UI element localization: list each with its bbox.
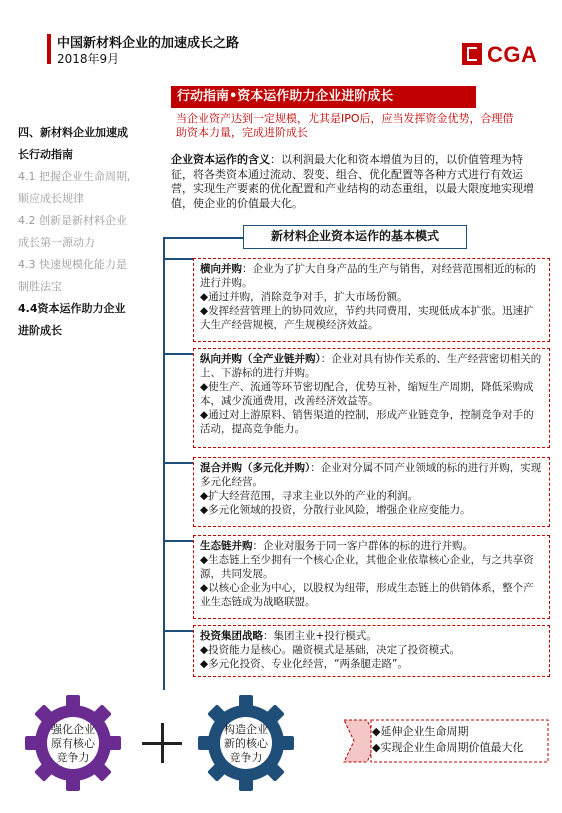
cga-logo-text: CGA: [487, 42, 538, 67]
mode-head: 纵向并购（全产业链并购）: [200, 353, 321, 365]
mode-bullet: ◆通过并购，消除竞争对手，扩大市场份额。: [200, 291, 408, 303]
gear-label-line: 竞争力: [229, 751, 263, 764]
cga-logo: [462, 43, 542, 67]
mode-bullet: ◆通过对上游原料、销售渠道的控制，形成产业链竞争，控制竞争对手的活动，提高竞争能力。: [200, 409, 534, 435]
modes-title: 新材料企业资本运作的基本模式: [243, 225, 467, 249]
plus-icon: [142, 723, 182, 763]
mode-bullet: ◆以核心企业为中心，以股权为纽带，形成生态链上的供销体系，整个产业生态链成为战略联盟。: [200, 582, 534, 608]
sidebar-item-4-3[interactable]: [18, 254, 166, 298]
mode-bullet: ◆投资能力是核心。融资模式是基础，决定了投资模式。: [200, 644, 461, 656]
gear-strengthen-core: [22, 692, 124, 794]
mode-bullet: ◆多元化投资、专业化经营，“两条腿走路”。: [200, 658, 408, 670]
mode-desc: ：企业对服务于同一客户群体的标的进行并购。: [252, 540, 473, 552]
tree-connector-branch: [163, 540, 193, 542]
sidebar-item-label: 4.2 创新是新材料企业: [18, 214, 127, 227]
sidebar-item-label: 4.1 把握企业生命周期,: [18, 170, 131, 183]
result-item: ◆实现企业生命周期价值最大化: [372, 741, 524, 754]
mode-bullet: ◆发挥经营管理上的协同效应，节约共同费用，实现低成本扩张。迅速扩大生产经营规模，产生规模经济效益。: [200, 305, 534, 331]
report-date: 2018年9月: [57, 52, 120, 66]
definition-label: 企业资本运作的含义: [171, 153, 270, 166]
mode-desc: ：企业对具有协作关系的、生产经营密切相关的上、下游标的进行并购。: [200, 353, 542, 379]
sidebar-item-4-2[interactable]: [18, 210, 166, 254]
mode-box-investment-group: [193, 625, 550, 677]
sidebar-item-label: 进阶成长: [18, 324, 62, 337]
mode-box-vertical-merger: [193, 348, 550, 448]
gear-label: [195, 723, 297, 765]
header-accent-bar: [47, 34, 51, 64]
mode-bullet: ◆扩大经营范围，寻求主业以外的产业的利润。: [200, 490, 419, 502]
mode-box-horizontal-merger: [193, 258, 550, 342]
mode-desc: ：企业对分属不同产业领域的标的进行并购，实现多元化经营。: [200, 462, 542, 488]
tree-connector-branch: [163, 237, 243, 239]
mode-head: 横向并购: [200, 263, 242, 275]
result-item: ◆延伸企业生命周期: [372, 725, 469, 738]
sidebar-item-label: 成长第一源动力: [18, 236, 95, 249]
report-title: 中国新材料企业的加速成长之路: [57, 36, 240, 51]
tree-connector: [163, 237, 165, 690]
gear-label: [22, 723, 124, 765]
sidebar-item-label: 4.3 快速规模化能力是: [18, 258, 127, 271]
sidebar-item-4-4[interactable]: [18, 298, 166, 342]
sidebar-item-label: 制胜法宝: [18, 280, 62, 293]
cga-logo-icon: [462, 43, 482, 65]
gear-label-line: 构造企业: [224, 723, 268, 736]
sidebar-section-title: [18, 122, 166, 166]
mode-bullet: ◆生态链上至少拥有一个核心企业，其他企业依靠核心企业，与之共享资源，共同发展。: [200, 554, 534, 580]
sidebar-item-label: 4.4资本运作助力企业: [18, 302, 126, 315]
mode-desc: ：集团主业+投行模式。: [263, 630, 377, 642]
gear-build-new-core: [195, 692, 297, 794]
mode-desc: ：企业为了扩大自身产品的生产与销售，对经营范围相近的标的进行并购。: [200, 263, 536, 289]
tree-connector-branch: [163, 630, 193, 632]
mode-box-mixed-merger: [193, 457, 550, 527]
section-banner: 行动指南•资本运作助力企业进阶成长: [171, 86, 476, 108]
mode-head: 混合并购（多元化并购）: [200, 462, 311, 474]
mode-bullet: ◆多元化领域的投资，分散行业风险，增强企业应变能力。: [200, 504, 471, 516]
mode-box-ecosystem-merger: [193, 535, 550, 619]
definition-text: ：以利润最大化和资本增值为目的，以价值管理为特征，将各类资本通过流动、裂变、组合、优化配置等各种方式进行有效运营，实现生产要素的优化配置和产业结构的动态重组，以最大限度地实现增值，使企业的价值最大化。: [171, 153, 534, 210]
mode-bullet: ◆使生产、流通等环节密切配合，优势互补，缩短生产周期，降低采购成本，减少流通费用，改善经济效益等。: [200, 381, 534, 407]
sidebar-section-title-line2: 长行动指南: [18, 148, 73, 161]
gear-label-line: 竞争力: [56, 751, 90, 764]
result-list: [372, 724, 523, 756]
tree-connector-branch: [163, 462, 193, 464]
sidebar-item-4-1[interactable]: [18, 166, 166, 210]
banner-subtitle: 当企业资产达到一定规模，尤其是IPO后，应当发挥资金优势，合理借助资本力量，完成进阶成长: [176, 112, 514, 139]
tree-connector-branch: [163, 353, 193, 355]
gear-label-line: 原有核心: [51, 737, 95, 750]
mode-head: 投资集团战略: [200, 630, 263, 642]
gear-label-line: 强化企业: [51, 723, 95, 736]
gear-label-line: 新的核心: [224, 737, 268, 750]
tree-connector-branch: [163, 258, 193, 260]
sidebar-section-title-line1: 四、新材料企业加速成: [18, 126, 128, 139]
sidebar-item-label: 顺应成长规律: [18, 192, 84, 205]
capital-operation-definition: [171, 153, 543, 211]
mode-head: 生态链并购: [200, 540, 253, 552]
